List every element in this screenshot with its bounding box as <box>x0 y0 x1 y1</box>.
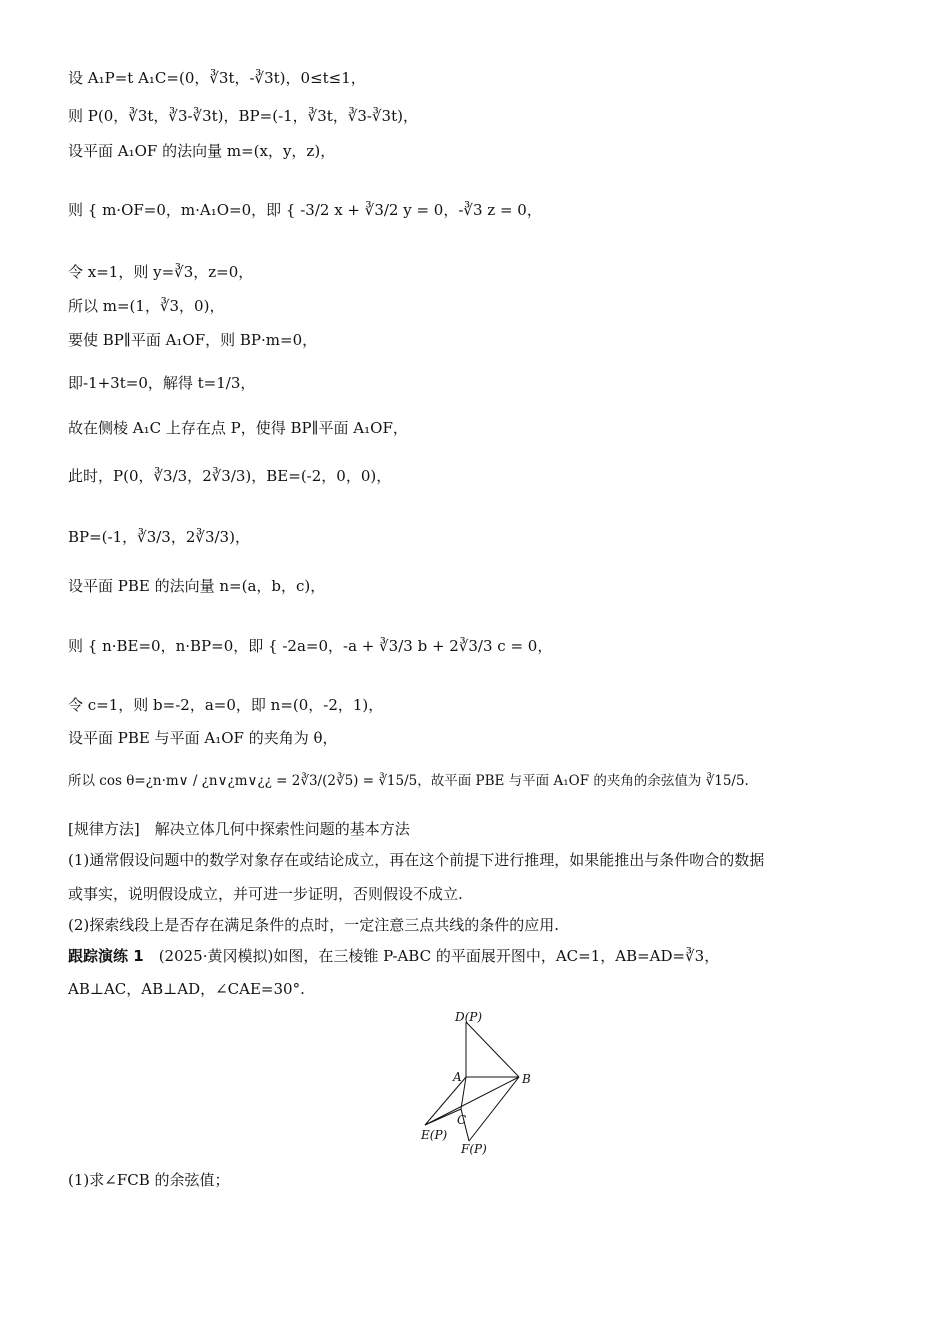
practice-text: (2025·黄冈模拟)如图，在三棱锥 P-ABC 的平面展开图中，AC=1，AB=AD=∛3， <box>158 947 720 965</box>
practice-line <box>68 946 719 966</box>
text-line: 则 P(0，∛3t，∛3-∛3t)，BP=(-1，∛3t，∛3-∛3t)， <box>68 107 418 125</box>
label-E: E(P) <box>421 1128 448 1142</box>
method-heading: [规律方法] 解决立体几何中探索性问题的基本方法 <box>68 820 410 838</box>
edge-BF <box>469 1077 519 1141</box>
practice-label: 跟踪演练 1 <box>68 947 144 965</box>
text-line: 设平面 A₁OF 的法向量 m=(x，y，z)， <box>68 142 336 160</box>
text-line: AB⊥AC，AB⊥AD，∠CAE=30°. <box>68 980 305 998</box>
text-line: 令 x=1，则 y=∛3，z=0， <box>68 263 254 281</box>
edge-DB <box>466 1022 519 1077</box>
label-D: D(P) <box>455 1010 483 1024</box>
equation-system: 则 { m·OF=0，m·A₁O=0，即 { -3/2 x + ∛3/2 y = 0，-∛3 z = 0， <box>68 201 542 219</box>
text-line: (2)探索线段上是否存在满足条件的点时，一定注意三点共线的条件的应用. <box>68 916 560 934</box>
text-line: 设 A₁P=t A₁C=(0，∛3t，-∛3t)，0≤t≤1， <box>68 69 366 87</box>
edge-EC <box>425 1109 461 1125</box>
text-line: 即-1+3t=0，解得 t=1/3， <box>68 374 256 392</box>
text-line: BP=(-1，∛3/3，2∛3/3)， <box>68 528 250 546</box>
text-line: 令 c=1，则 b=-2，a=0，即 n=(0，-2，1)， <box>68 696 384 714</box>
text-line: 设平面 PBE 与平面 A₁OF 的夹角为 θ， <box>68 729 338 747</box>
label-B: B <box>522 1072 531 1086</box>
edge-EB <box>425 1077 519 1125</box>
text-line: 要使 BP∥平面 A₁OF，则 BP·m=0， <box>68 331 318 349</box>
text-line: (1)通常假设问题中的数学对象存在或结论成立，再在这个前提下进行推理，如果能推出与条件吻合的数据 <box>68 851 765 869</box>
question-1: (1)求∠FCB 的余弦值； <box>68 1171 230 1189</box>
text-line: 故在侧棱 A₁C 上存在点 P，使得 BP∥平面 A₁OF， <box>68 419 408 437</box>
equation-system: 则 { n·BE=0，n·BP=0，即 { -2a=0，-a + ∛3/3 b + 2∛3/3 c = 0， <box>68 637 553 655</box>
tetrahedron-net-figure <box>415 1005 555 1155</box>
text-line: 所以 m=(1，∛3，0)， <box>68 297 225 315</box>
text-line: 设平面 PBE 的法向量 n=(a，b，c)， <box>68 577 326 595</box>
text-line: 此时，P(0，∛3/3，2∛3/3)，BE=(-2，0，0)， <box>68 467 392 485</box>
label-C: C <box>457 1113 467 1127</box>
text-line: 所以 cos θ=¿n·m∨ / ¿n∨¿m∨¿¿ = 2∛3/(2∛5) = ∛15/5，故平面 PBE 与平面 A₁OF 的夹角的余弦值为 ∛15/5. <box>68 773 749 789</box>
label-A: A <box>453 1070 462 1084</box>
label-F: F(P) <box>461 1142 487 1155</box>
text-line: 或事实，说明假设成立，并可进一步证明，否则假设不成立. <box>68 885 463 903</box>
